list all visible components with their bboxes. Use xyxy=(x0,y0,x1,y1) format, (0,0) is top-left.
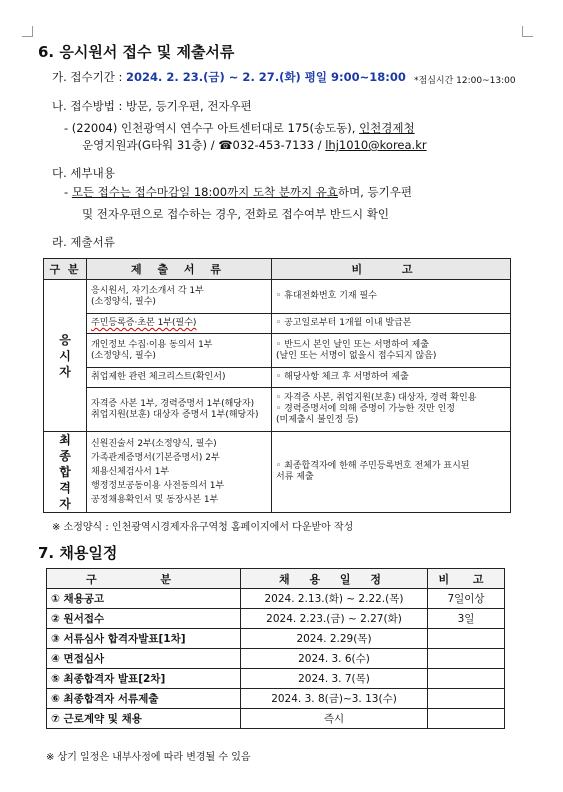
agency-name: 인천경제청 xyxy=(359,121,415,135)
doc-cell: 자격증 사본 1부, 경력증명서 1부(해당자) 취업지원(보훈) 대상자 증명서 1부(해당자) xyxy=(87,388,272,432)
details-rest: 하며, 등기우편 xyxy=(337,185,412,199)
note-cell: ◦ 해당사항 체크 후 서명하여 제출 xyxy=(272,368,511,388)
schedule-footnote: ※ 상기 일정은 내부사정에 따라 변경될 수 있음 xyxy=(46,752,251,763)
address-line1 xyxy=(64,121,415,136)
table-row xyxy=(44,388,511,432)
schedule-note xyxy=(428,649,505,669)
details-line1 xyxy=(64,185,412,200)
details-dash: - xyxy=(64,185,72,199)
note-cell: ◦ 자격증 사본, 취업지원(보훈) 대상자, 경력 확인용 ◦ 경력증명서에 의해 증명이 가능한 것만 인정 (미제출시 불인정 등) xyxy=(272,388,511,432)
schedule-date: 2024. 3. 7(목) xyxy=(241,669,428,689)
table-row xyxy=(44,314,511,334)
details-heading: 다. 세부내용 xyxy=(52,166,115,180)
section6-title: 6. 응시원서 접수 및 제출서류 xyxy=(38,43,235,61)
schedule-date: 2024. 2.13.(화) ~ 2.22.(목) xyxy=(241,589,428,609)
schedule-note xyxy=(428,669,505,689)
doc-cell: 주민등록증·초본 1부(필수) xyxy=(87,314,272,334)
table-row xyxy=(47,649,505,669)
schedule-note xyxy=(428,709,505,729)
schedule-date: 2024. 3. 6(수) xyxy=(241,649,428,669)
email-link[interactable]: lhj1010@korea.kr xyxy=(325,138,427,152)
schedule-date: 2024. 2.29(목) xyxy=(241,629,428,649)
doc-cell: 개인정보 수집·이용 동의서 1부 (소정양식, 필수) xyxy=(87,334,272,368)
schedule-date: 즉시 xyxy=(241,709,428,729)
col-schedule: 채 용 일 정 xyxy=(241,569,428,589)
group-applicant: 응 시 자 xyxy=(44,280,87,432)
table-row xyxy=(47,709,505,729)
corner-mark-right xyxy=(522,26,533,37)
documents-table xyxy=(43,258,511,513)
col-category: 구 분 xyxy=(47,569,241,589)
lunch-note: *점심시간 12:00~13:00 xyxy=(414,76,516,86)
schedule-table xyxy=(46,568,505,729)
corner-mark-left xyxy=(22,26,33,37)
documents-table-header xyxy=(44,259,511,280)
schedule-item: ④ 면접심사 xyxy=(47,649,241,669)
table-row xyxy=(47,609,505,629)
schedule-item: ⑤ 최종합격자 발표[2차] xyxy=(47,669,241,689)
schedule-date: 2024. 2.23.(금) ~ 2.27(화) xyxy=(241,609,428,629)
col-documents: 제 출 서 류 xyxy=(87,259,272,280)
table-row xyxy=(44,280,511,314)
note-cell: ◦ 반드시 본인 날인 또는 서명하여 제출 (날인 또는 서명이 없을시 접수되지 않음) xyxy=(272,334,511,368)
table-row xyxy=(44,368,511,388)
schedule-date: 2024. 3. 8(금)~3. 13(수) xyxy=(241,689,428,709)
schedule-item: ② 원서접수 xyxy=(47,609,241,629)
schedule-item: ⑦ 근로계약 및 채용 xyxy=(47,709,241,729)
section7-title: 7. 채용일정 xyxy=(38,544,118,562)
reception-period-label: 가. 접수기간 : xyxy=(52,70,127,84)
table-row xyxy=(44,334,511,368)
reception-period-value: 2024. 2. 23.(금) ~ 2. 27.(화) 평일 9:00~18:00 xyxy=(126,70,406,84)
reception-period xyxy=(52,70,406,85)
note-cell: ◦ 최종합격자에 한해 주민등록번호 전체가 표시된 서류 제출 xyxy=(272,432,511,513)
note-cell: ◦ 공고일로부터 1개월 이내 발급본 xyxy=(272,314,511,334)
reception-method: 나. 접수방법 : 방문, 등기우편, 전자우편 xyxy=(52,99,252,113)
table-row xyxy=(44,432,511,513)
table-row xyxy=(47,669,505,689)
schedule-table-header xyxy=(47,569,505,589)
table-row xyxy=(47,589,505,609)
schedule-note: 7일이상 xyxy=(428,589,505,609)
deadline-note: 모든 접수는 접수마감일 18:00까지 도착 분까지 유효 xyxy=(71,185,338,199)
schedule-note: 3일 xyxy=(428,609,505,629)
schedule-item: ① 채용공고 xyxy=(47,589,241,609)
documents-heading: 라. 제출서류 xyxy=(52,235,115,249)
schedule-note xyxy=(428,629,505,649)
doc-cell: 취업제한 관련 체크리스트(확인서) xyxy=(87,368,272,388)
address-line2 xyxy=(82,138,427,153)
col-remarks: 비 고 xyxy=(428,569,505,589)
address-text: - (22004) 인천광역시 연수구 아트센터대로 175(송도동), xyxy=(64,121,360,135)
schedule-note xyxy=(428,689,505,709)
col-remarks: 비 고 xyxy=(272,259,511,280)
schedule-item: ⑥ 최종합격자 서류제출 xyxy=(47,689,241,709)
table-row xyxy=(47,629,505,649)
contact-text: 운영지원과(G타워 31층) / ☎032-453-7133 / xyxy=(82,138,326,152)
details-line2: 및 전자우편으로 접수하는 경우, 전화로 접수여부 반드시 확인 xyxy=(82,207,389,221)
table-row xyxy=(47,689,505,709)
doc-cell: 응시원서, 자기소개서 각 1부 (소정양식, 필수) xyxy=(87,280,272,314)
schedule-item: ③ 서류심사 합격자발표[1차] xyxy=(47,629,241,649)
form-footnote: ※ 소정양식 : 인천광역시경제자유구역청 홈페이지에서 다운받아 작성 xyxy=(52,522,354,533)
note-cell: ◦ 휴대전화번호 기재 필수 xyxy=(272,280,511,314)
col-category: 구 분 xyxy=(44,259,87,280)
group-final-passer: 최 종 합 격 자 xyxy=(44,432,87,513)
doc-cell: 신원진술서 2부(소정양식, 필수) 가족관계증명서(기본증명서) 2부 채용신체검사서 1부 행정정보공동이용 사전동의서 1부 공정채용확인서 및 동장사본 1부 xyxy=(87,432,272,513)
